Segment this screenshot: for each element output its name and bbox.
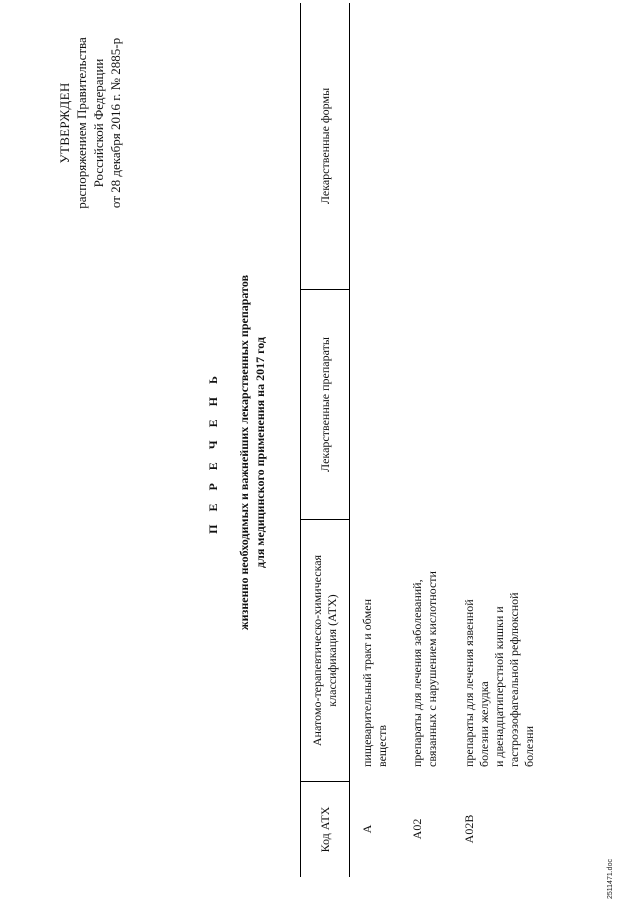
header-classification-line-1: Анатомо-терапевтическо-химическая xyxy=(310,554,324,747)
header-classification xyxy=(301,519,349,781)
approval-line-3: от 28 декабря 2016 г. № 2885-р xyxy=(108,37,123,209)
header-classification-line-2: классификация (АТХ) xyxy=(325,594,339,707)
header-forms: Лекарственные формы xyxy=(317,87,332,205)
atx-code: А02В xyxy=(462,814,476,844)
atx-description: препараты для лечения заболеваний, связанных с нарушением кислотности xyxy=(410,571,439,767)
atx-table xyxy=(300,3,635,877)
atx-description: пищеварительный тракт и обмен веществ xyxy=(360,599,389,767)
atx-code: А02 xyxy=(410,818,424,840)
approval-line-2: Российской Федерации xyxy=(91,58,106,188)
document-subtitle xyxy=(236,0,268,905)
approval-line-1: распоряжением Правительства xyxy=(74,37,89,209)
atx-description: препараты для лечения язвенной болезни желудка и двенадцатиперстной кишки и гастроэзофагеальной рефлюксной болезни xyxy=(462,592,536,767)
document-title: П Е Р Е Ч Е Н Ь xyxy=(206,371,220,534)
file-name-footer: 2511471.doc xyxy=(607,859,614,899)
approval-title: УТВЕРЖДЕН xyxy=(57,82,72,164)
header-code: Код АТХ xyxy=(301,781,349,877)
header-preparations: Лекарственные препараты xyxy=(301,289,349,519)
subtitle-line-1: жизненно необходимых и важнейших лекарственных препаратов xyxy=(237,274,251,631)
table-header-row xyxy=(300,3,350,877)
approval-stamp xyxy=(56,0,124,273)
subtitle-line-2: для медицинского применения на 2017 год xyxy=(253,337,267,568)
atx-code: А xyxy=(360,824,374,834)
